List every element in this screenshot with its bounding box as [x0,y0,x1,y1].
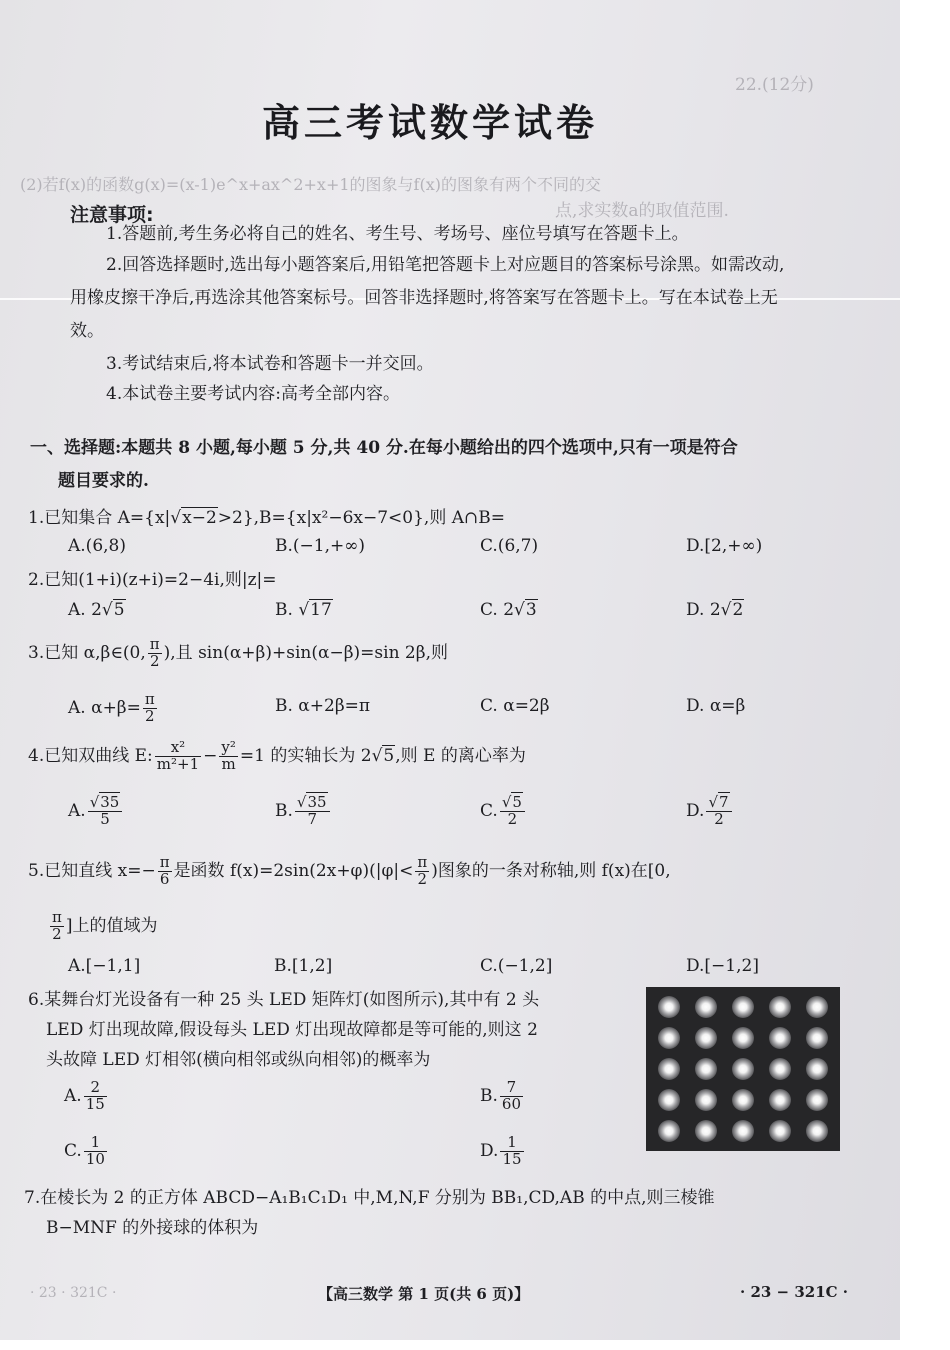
q2-b-radical: 17 [310,600,332,620]
q6-c-label: C. [64,1140,82,1161]
q6-a-fraction [84,1080,107,1113]
q2-a-radical: 5 [113,600,125,620]
q4-c-num: √5 [500,795,525,812]
q5-text-a: 5.已知直线 x=− [28,860,156,881]
q6-c-fraction [84,1135,107,1168]
q2-c-radical: 3 [525,600,537,620]
q1-option-d: D.[2,+∞) [686,536,763,556]
q4-option-a [68,795,124,828]
q4-fraction-2 [219,740,238,773]
q3-frac-num: π [149,635,160,653]
q4-c-label: C. [480,800,498,821]
question-5-stem [28,855,853,888]
q1-radical: x−2 [182,508,217,528]
q5-option-b: B.[1,2] [274,956,333,976]
led-light [806,1089,828,1111]
q4-b-num: √35 [295,795,330,812]
q4-d-label: D. [686,800,705,821]
q1-text-a: 1.已知集合 A={x| [28,508,171,528]
q4-a-den: 5 [100,809,110,828]
led-light [806,1027,828,1049]
led-light [806,1120,828,1142]
q6-a-label: A. [64,1085,82,1106]
q4-b-fraction [295,795,330,828]
q4-b-label: B. [275,800,293,821]
led-light [695,1027,717,1049]
led-light [769,996,791,1018]
q4-a-radical: 35 [100,793,120,811]
q3-text-a: 3.已知 α,β∈(0, [28,642,146,663]
q6-d-den: 15 [502,1149,522,1168]
q4-a-fraction [88,795,123,828]
section-heading [30,432,850,498]
question-3-stem [28,637,853,670]
q5-l2-text: ]上的值域为 [65,915,158,936]
led-light [695,1120,717,1142]
q6-b-den: 60 [501,1094,521,1113]
q5-fraction-3 [50,910,64,943]
led-light [695,1089,717,1111]
q3-a-label: A. α+β= [68,697,141,718]
page-title: 高三考试数学试卷 [261,101,598,145]
led-light [658,1120,680,1142]
notice-item-1: 1.答题前,考生务必将自己的姓名、考生号、考场号、座位号填写在答题卡上。 [106,224,689,244]
q4-d-fraction [706,795,731,828]
led-light [695,996,717,1018]
q4-option-b [275,795,332,828]
q4-f1-num: x² [155,740,201,757]
q6-a-num: 2 [84,1080,107,1097]
q4-option-c [480,795,527,828]
footer-bleed-through: · 23 · 321C · [30,1285,117,1301]
q4-c-fraction [500,795,525,828]
q5-f2-den: 2 [417,869,428,888]
led-light [658,996,680,1018]
q2-d-label: D. 2 [686,600,721,620]
q3-option-b: B. α+2β=π [275,696,371,716]
led-light [732,1058,754,1080]
q1-option-a: A.(6,8) [68,536,126,556]
q4-c-den: 2 [507,809,518,828]
q5-option-c: C.(−1,2] [480,956,553,976]
question-5-stem-line-2 [48,910,873,943]
q5-option-d: D.[−1,2] [686,956,759,976]
q6-d-num: 1 [500,1135,523,1152]
q4-c-radical: 5 [512,793,522,811]
q3-text-b: ),且 sin(α+β)+sin(α−β)=sin 2β,则 [163,642,448,663]
q4-d-num: √7 [706,795,731,812]
q5-f2-num: π [417,853,428,871]
bleed-through-line: (2)若f(x)的函数g(x)=(x-1)e^x+ax^2+x+1的图象与f(x)的图象有两个不同的交 [20,175,601,194]
q6-option-c [64,1135,109,1168]
q4-f1-den: m²+1 [156,754,200,773]
question-6-line-3: 头故障 LED 灯相邻(横向相邻或纵向相邻)的概率为 [46,1050,431,1070]
section-heading-line-1: 一、选择题:本题共 8 小题,每小题 5 分,共 40 分.在每小题给出的四个选项中,只有一项是符合 [30,438,738,458]
q4-d-radical: 7 [719,793,729,811]
q4-f2-num: y² [221,738,236,756]
q4-d-den: 2 [714,809,724,828]
q2-option-d: D. 2√2 [686,600,744,620]
question-6-line-1: 6.某舞台灯光设备有一种 25 头 LED 矩阵灯(如图所示),其中有 2 头 [28,990,540,1010]
q5-text-c: )图象的一条对称轴,则 f(x)在[0, [431,860,671,881]
q3-option-c: C. α=2β [480,696,550,716]
q5-f1-den: 6 [159,869,170,888]
notice-item-4: 4.本试卷主要考试内容:高考全部内容。 [106,384,400,404]
q3-a-num: π [144,690,155,708]
q5-fraction-2 [415,855,429,888]
q4-radical: 5 [383,745,395,766]
led-light [732,996,754,1018]
q6-option-b [480,1080,525,1113]
led-matrix-image [646,987,840,1151]
led-light [732,1089,754,1111]
q6-b-num: 7 [500,1080,523,1097]
question-6-line-2: LED 灯出现故障,假设每头 LED 灯出现故障都是等可能的,则这 2 [46,1020,538,1040]
q1-option-c: C.(6,7) [480,536,539,556]
led-light [732,1120,754,1142]
q6-c-den: 10 [85,1149,105,1168]
q6-option-a [64,1080,109,1113]
led-light [806,996,828,1018]
led-light [695,1058,717,1080]
question-7-line-1: 7.在棱长为 2 的正方体 ABCD−A₁B₁C₁D₁ 中,M,N,F 分别为 BB₁,CD,AB 的中点,则三棱锥 [24,1188,715,1208]
q4-a-label: A. [68,800,86,821]
led-light [658,1027,680,1049]
q5-text-b: 是函数 f(x)=2sin(2x+φ)(|φ|< [173,860,414,881]
q3-option-d: D. α=β [686,696,746,716]
led-light [769,1058,791,1080]
q5-fraction-1 [158,855,172,888]
page-number-footer: 【高三数学 第 1 页(共 6 页)】 [318,1285,530,1303]
q5-l2-den: 2 [52,924,62,943]
q1-option-b: B.(−1,+∞) [275,536,366,556]
bleed-through-line-2: 点,求实数a的取值范围. [555,201,729,221]
led-light [732,1027,754,1049]
q6-a-den: 15 [85,1094,105,1113]
question-7-line-2: B−MNF 的外接球的体积为 [46,1218,259,1238]
q1-text-b: >2},B={x|x²−6x−7<0},则 A∩B= [217,508,505,528]
q4-text-a: 4.已知双曲线 E: [28,745,153,766]
q4-f2-den: m [221,754,236,773]
led-light [658,1058,680,1080]
q3-option-a [68,692,159,725]
led-light [806,1058,828,1080]
bleed-through-header: 22.(12分) [735,75,814,95]
question-4-stem: 4.已知双曲线 E: $\frac{\text{x²}}{\text{m²+1}}$ − $\frac{\text{y²}}{m}$ =1 的实轴长为 2√5,则 E 的离心率为 [28,738,526,773]
q2-b-label: B. [275,600,299,620]
q5-option-a: A.[−1,1] [68,956,141,976]
q4-minus: − [203,745,218,766]
q2-option-b: B. √17 [275,600,332,620]
q3-frac-den: 2 [149,651,160,670]
q2-d-radical: 2 [732,600,744,620]
q2-option-c: C. 2√3 [480,600,537,620]
led-light [769,1027,791,1049]
q4-b-radical: 35 [307,793,327,811]
q4-a-num: √35 [88,795,123,812]
notice-item-3: 3.考试结束后,将本试卷和答题卡一并交回。 [106,354,434,374]
q6-c-num: 1 [84,1135,107,1152]
q4-b-den: 7 [307,809,317,828]
paper-code: · 23 − 321C · [740,1283,849,1301]
q4-text-b: =1 的实轴长为 2 [239,745,372,766]
led-light [769,1089,791,1111]
q4-option-d [686,795,734,828]
q3-a-fraction [143,692,157,725]
notice-item-2: 2.回答选择题时,选出每小题答案后,用铅笔把答题卡上对应题目的答案标号涂黑。如需改动,用橡皮擦干净后,再选涂其他答案标号。回答非选择题时,将答案写在答题卡上。写在本试卷上无效。 [70,255,785,341]
q5-l2-num: π [52,908,62,926]
q5-f1-num: π [159,853,170,871]
q6-option-d [480,1135,526,1168]
q2-c-label: C. 2 [480,600,515,620]
section-heading-line-2: 题目要求的. [58,471,149,491]
q6-d-label: D. [480,1140,499,1161]
question-2-stem: 2.已知(1+i)(z+i)=2−4i,则|z|= [28,570,277,590]
q2-option-a: A. 2√5 [68,600,125,620]
led-light [658,1089,680,1111]
notice-heading: 注意事项: [70,204,154,226]
q3-fraction [148,637,162,670]
q3-a-den: 2 [145,706,155,725]
q4-fraction-1 [155,740,201,773]
q6-b-label: B. [480,1085,498,1106]
q6-b-fraction [500,1080,523,1113]
q4-text-c: ,则 E 的离心率为 [395,745,526,766]
q2-a-label: A. 2 [68,600,102,620]
question-1-stem: 1.已知集合 A={x|√x−2>2},B={x|x²−6x−7<0},则 A∩B= [28,508,505,528]
q6-d-fraction [500,1135,523,1168]
led-light [769,1120,791,1142]
